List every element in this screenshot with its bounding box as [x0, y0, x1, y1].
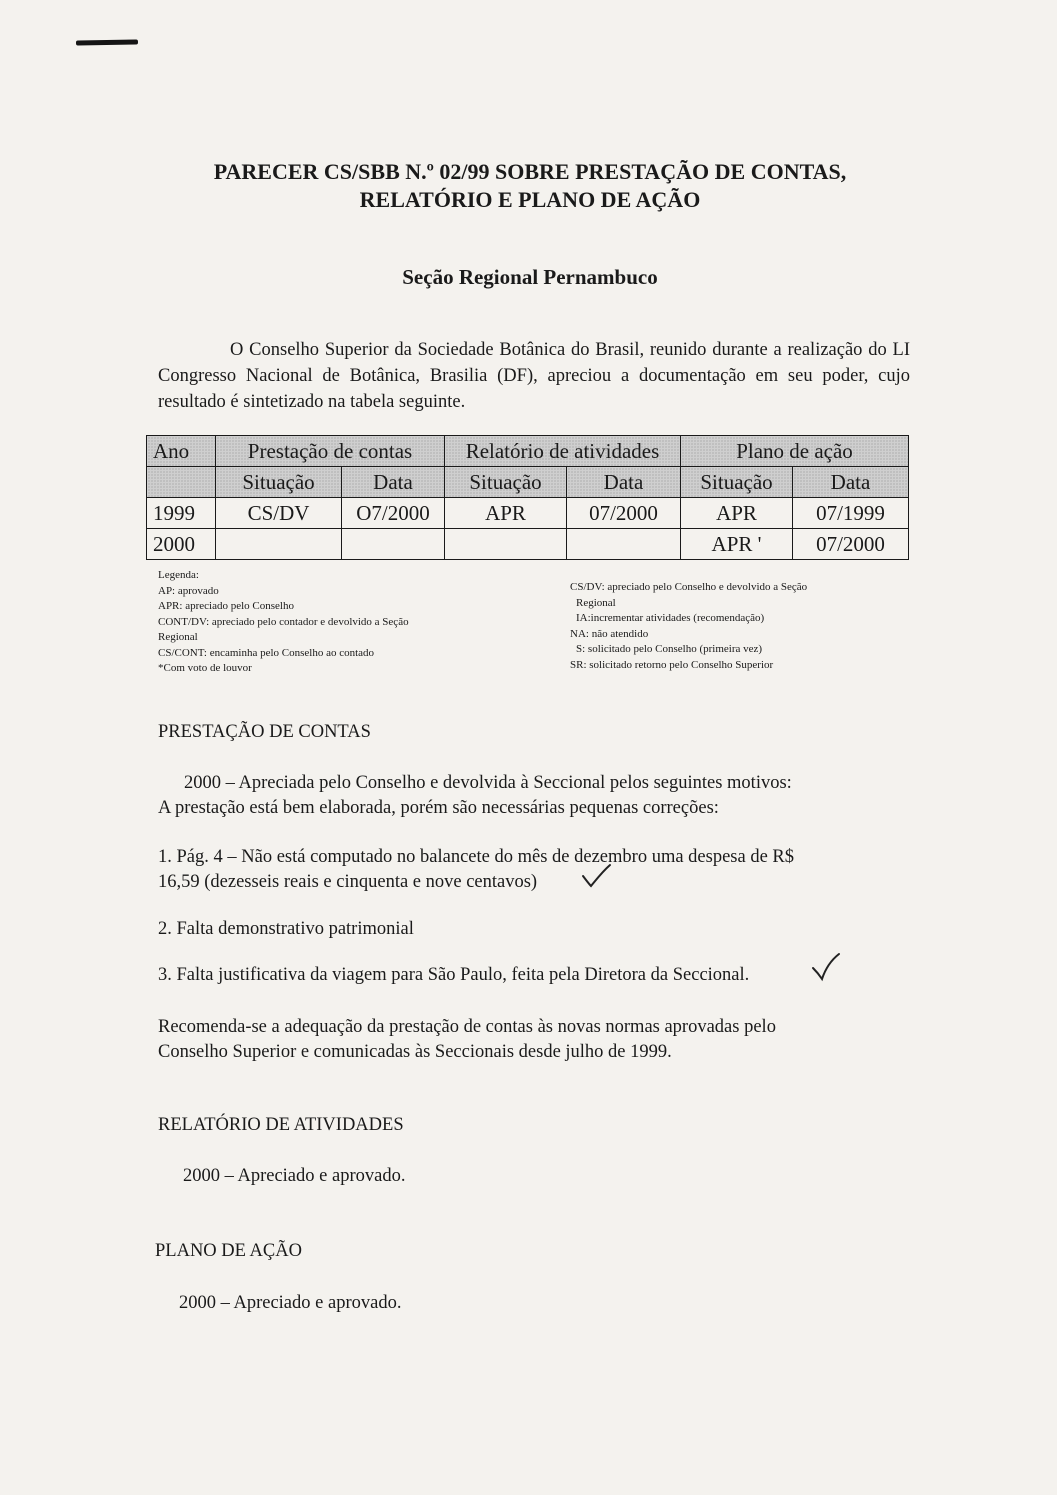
recommendation-line2: Conselho Superior e comunicadas às Seccionais desde julho de 1999. [158, 1042, 672, 1062]
cell-ano: 2000 [147, 529, 216, 560]
legend-item: SR: solicitado retorno pelo Conselho Superior [570, 658, 774, 671]
cell-ra-situacao [445, 529, 567, 560]
summary-table [146, 435, 909, 560]
legend-item: Regional [158, 631, 198, 643]
item-1 [158, 845, 898, 895]
plano-text: 2000 – Apreciado e aprovado. [179, 1293, 402, 1313]
table-row [147, 498, 909, 529]
legend-item: Regional [576, 596, 616, 609]
handwritten-check-icon [810, 952, 844, 984]
relatorio-text: 2000 – Apreciado e aprovado. [183, 1166, 406, 1186]
legend-left [158, 568, 498, 677]
legend-item: IA:incrementar atividades (recomendação) [576, 612, 765, 624]
subheader-situacao: Situação [445, 467, 567, 498]
cell-ra-data [567, 529, 681, 560]
document-title-line1: PARECER CS/SBB N.º 02/99 SOBRE PRESTAÇÃO DE CONTAS, [213, 159, 847, 184]
legend-right [570, 580, 890, 673]
document-subtitle: Seção Regional Pernambuco [402, 265, 658, 289]
recommendation-line1: Recomenda-se a adequação da prestação de contas às novas normas aprovadas pelo [158, 1017, 776, 1037]
table-row [147, 529, 909, 560]
legend-title: Legenda: [158, 569, 199, 581]
cell-ano: 1999 [147, 498, 216, 529]
item-1-line1: 1. Pág. 4 – Não está computado no balancete do mês de dezembro uma despesa de R$ [158, 847, 795, 867]
legend-item: CONT/DV: apreciado pelo contador e devolvido a Seção [158, 615, 409, 628]
legend-item: *Com voto de louvor [158, 662, 252, 674]
item-2: 2. Falta demonstrativo patrimonial [158, 919, 414, 939]
legend-item: CS/CONT: encaminha pelo Conselho ao contado [158, 646, 375, 659]
subheader-data: Data [342, 467, 445, 498]
cell-pa-data: 07/2000 [793, 529, 909, 560]
header-ano-blank [147, 467, 216, 498]
prestacao-line2: A prestação está bem elaborada, porém são necessárias pequenas correções: [158, 798, 719, 818]
cell-pa-data: 07/1999 [793, 498, 909, 529]
legend-item: CS/DV: apreciado pelo Conselho e devolvido a Seção [570, 581, 808, 593]
subheader-situacao: Situação [216, 467, 342, 498]
prestacao-line1: 2000 – Apreciada pelo Conselho e devolvida à Seccional pelos seguintes motivos: [184, 773, 792, 793]
header-ano: Ano [147, 436, 216, 467]
legend-item: NA: não atendido [570, 627, 649, 640]
cell-pa-situacao: APR ' [681, 529, 793, 560]
handwritten-check-icon [580, 862, 614, 892]
subheader-situacao: Situação [681, 467, 793, 498]
cell-ra-situacao: APR [445, 498, 567, 529]
subheader-data: Data [567, 467, 681, 498]
legend-item: APR: apreciado pelo Conselho [158, 600, 294, 612]
recommendation-paragraph [158, 1015, 898, 1065]
cell-pc-situacao [216, 529, 342, 560]
item-1-line2: 16,59 (dezesseis reais e cinquenta e nove centavos) [158, 872, 538, 892]
prestacao-heading: PRESTAÇÃO DE CONTAS [158, 722, 371, 742]
plano-heading: PLANO DE AÇÃO [155, 1241, 302, 1261]
legend-item: AP: aprovado [158, 584, 219, 597]
header-plano: Plano de ação [681, 436, 909, 467]
document-title-line2: RELATÓRIO E PLANO DE AÇÃO [359, 187, 701, 212]
relatorio-heading: RELATÓRIO DE ATIVIDADES [158, 1115, 404, 1135]
prestacao-paragraph [158, 771, 918, 821]
subheader-data: Data [793, 467, 909, 498]
header-prestacao: Prestação de contas [216, 436, 445, 467]
cell-pc-situacao: CS/DV [216, 498, 342, 529]
cell-pc-data: O7/2000 [342, 498, 445, 529]
cell-pa-situacao: APR [681, 498, 793, 529]
header-relatorio: Relatório de atividades [445, 436, 681, 467]
item-3: 3. Falta justificativa da viagem para São Paulo, feita pela Diretora da Seccional. [158, 965, 750, 985]
legend-item: S: solicitado pelo Conselho (primeira vez) [576, 643, 763, 655]
cell-pc-data [342, 529, 445, 560]
cell-ra-data: 07/2000 [567, 498, 681, 529]
pen-mark [76, 39, 138, 45]
intro-paragraph: O Conselho Superior da Sociedade Botânica do Brasil, reunido durante a realização do LI Congresso Nacional de Botânica, Brasilia (DF), apreciou a documentação em seu poder, cujo resultado é sintetizado na tabela seguinte. [158, 340, 910, 412]
